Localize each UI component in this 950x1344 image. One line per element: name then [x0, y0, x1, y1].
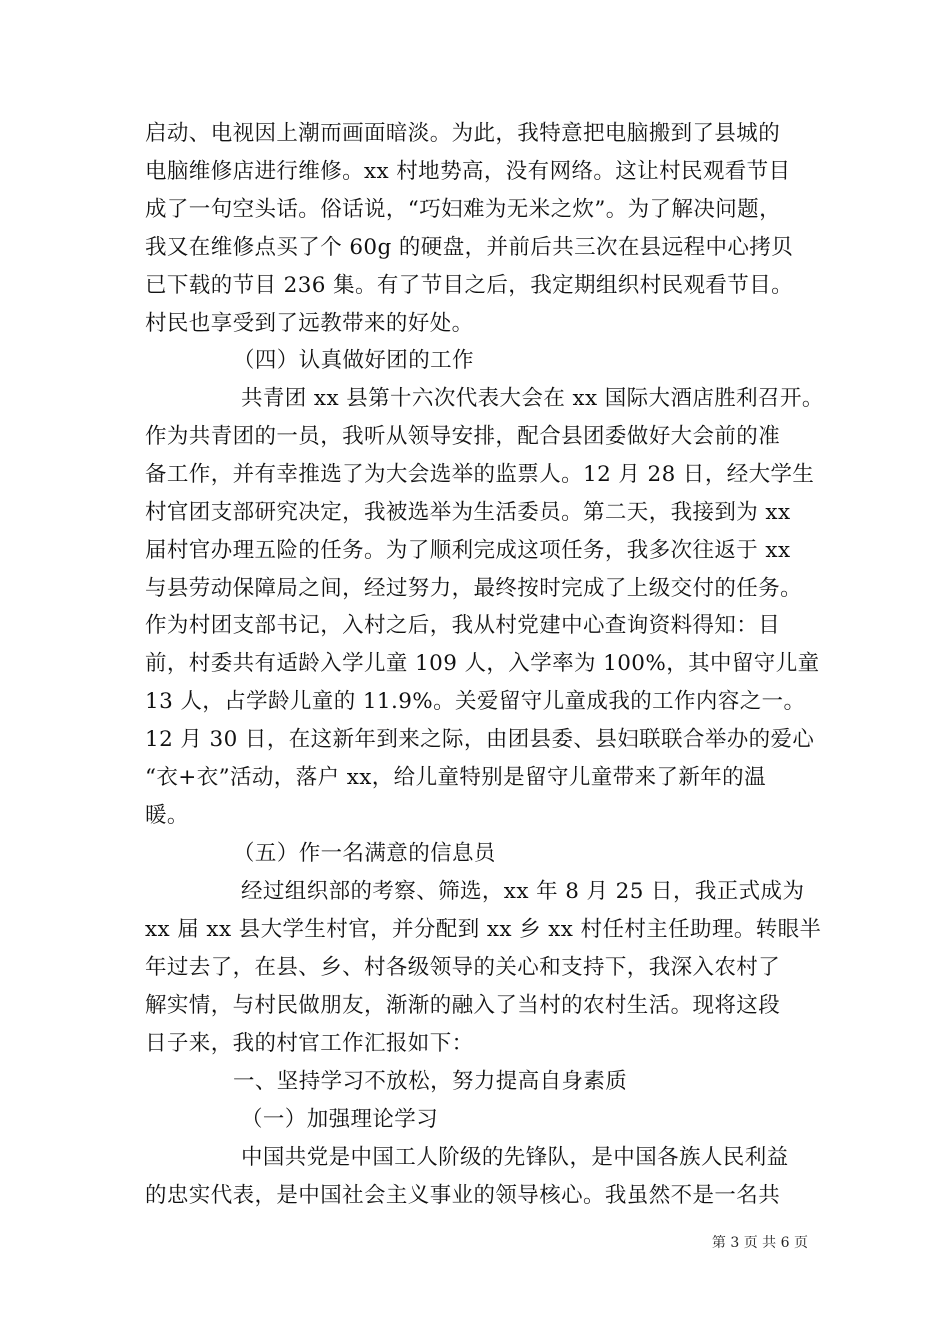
body-line: 的忠实代表，是中国社会主义事业的领导核心。我虽然不是一名共 — [145, 1183, 781, 1208]
body-line: 届村官办理五险的任务。为了顺利完成这项任务，我多次往返于 xx — [145, 538, 791, 563]
body-line: 启动、电视因上潮而画面暗淡。为此，我特意把电脑搬到了县城的 — [145, 121, 781, 146]
body-line: 成了一句空头话。俗话说，“巧妇难为无米之炊”。为了解决问题， — [145, 197, 781, 222]
body-line: 13 人，占学龄儿童的 11.9%。关爱留守儿童成我的工作内容之一。 — [145, 689, 806, 714]
body-line: 日子来，我的村官工作汇报如下： — [145, 1031, 474, 1056]
body-line: 前，村委共有适龄入学儿童 109 人，入学率为 100%，其中留守儿童 — [145, 651, 820, 676]
body-line: 暖。 — [145, 803, 189, 828]
body-line: 村民也享受到了远教带来的好处。 — [145, 311, 474, 336]
body-line: 作为村团支部书记，入村之后，我从村党建中心查询资料得知：目 — [145, 613, 781, 638]
section-heading: （四）认真做好团的工作 — [233, 348, 474, 373]
body-line: 作为共青团的一员，我听从领导安排，配合县团委做好大会前的准 — [145, 424, 781, 449]
body-line: 12 月 30 日，在这新年到来之际，由团县委、县妇联联合举办的爱心 — [145, 727, 815, 752]
paragraph-first-line: 经过组织部的考察、筛选，xx 年 8 月 25 日，我正式成为 — [241, 879, 805, 904]
body-line: 我又在维修点买了个 60g 的硬盘，并前后共三次在县远程中心拷贝 — [145, 235, 794, 260]
body-line: 年过去了，在县、乡、村各级领导的关心和支持下，我深入农村了 — [145, 955, 781, 980]
body-line: “衣+衣”活动，落户 xx，给儿童特别是留守儿童带来了新年的温 — [145, 765, 766, 790]
body-line: 电脑维修店进行维修。xx 村地势高，没有网络。这让村民观看节目 — [145, 159, 791, 184]
paragraph-first-line: 共青团 xx 县第十六次代表大会在 xx 国际大酒店胜利召开。 — [241, 386, 824, 411]
body-line: 解实情，与村民做朋友，渐渐的融入了当村的农村生活。现将这段 — [145, 993, 781, 1018]
body-line: xx 届 xx 县大学生村官，并分配到 xx 乡 xx 村任村主任助理。转眼半 — [145, 917, 822, 942]
body-line: 村官团支部研究决定，我被选举为生活委员。第二天，我接到为 xx — [145, 500, 791, 525]
subsection-heading: （一）加强理论学习 — [241, 1107, 439, 1132]
section-heading: 一、坚持学习不放松，努力提高自身素质 — [233, 1069, 628, 1094]
page-number-footer: 第 3 页 共 6 页 — [711, 1235, 808, 1251]
body-line: 备工作，并有幸推选了为大会选举的监票人。12 月 28 日，经大学生 — [145, 462, 815, 487]
section-heading: （五）作一名满意的信息员 — [233, 841, 496, 866]
body-line: 已下载的节目 236 集。有了节目之后，我定期组织村民观看节目。 — [145, 273, 794, 298]
paragraph-first-line: 中国共党是中国工人阶级的先锋队，是中国各族人民利益 — [241, 1145, 789, 1170]
body-line: 与县劳动保障局之间，经过努力，最终按时完成了上级交付的任务。 — [145, 576, 803, 601]
